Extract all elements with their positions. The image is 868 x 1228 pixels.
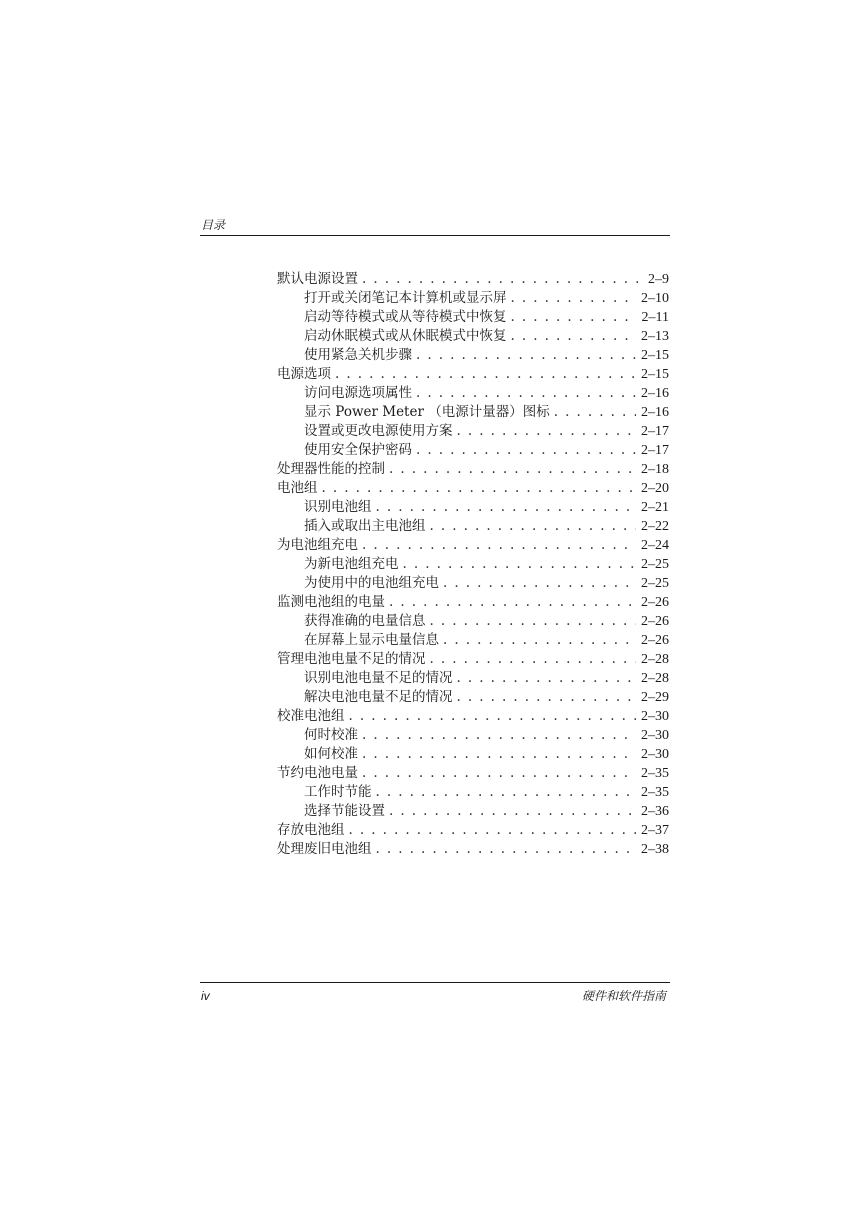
toc-entry-page: 2–13	[641, 329, 669, 344]
toc-entry-title: 校准电池组	[277, 708, 345, 724]
toc-entry[interactable]	[277, 460, 669, 479]
toc-entry-page: 2–16	[641, 386, 669, 401]
toc-dot-leader	[389, 460, 636, 479]
toc-entry-page: 2–9	[648, 272, 669, 287]
toc-dot-leader	[349, 821, 637, 840]
toc-entry-page: 2–37	[641, 823, 669, 838]
toc-dot-leader	[416, 346, 636, 365]
toc-entry-page: 2–17	[641, 424, 669, 439]
toc-entry-title: 在屏幕上显示电量信息	[304, 632, 439, 648]
toc-entry-title: 如何校准	[304, 746, 358, 762]
toc-subentry[interactable]	[277, 631, 669, 650]
toc-entry-title: 打开或关闭笔记本计算机或显示屏	[304, 290, 507, 306]
toc-entry-title: 使用紧急关机步骤	[304, 347, 412, 363]
toc-subentry[interactable]	[277, 308, 669, 327]
toc-entry[interactable]	[277, 536, 669, 555]
toc-dot-leader	[511, 327, 637, 346]
toc-entry-page: 2–26	[641, 633, 669, 648]
toc-entry-title: 解决电池电量不足的情况	[304, 689, 453, 705]
toc-entry-title: 识别电池电量不足的情况	[304, 670, 453, 686]
toc-entry-title: 电池组	[277, 480, 318, 496]
toc-entry-title: 启动等待模式或从等待模式中恢复	[304, 309, 507, 325]
toc-entry-page: 2–28	[641, 652, 669, 667]
toc-subentry[interactable]	[277, 441, 669, 460]
toc-subentry[interactable]	[277, 726, 669, 745]
toc-entry-page: 2–35	[641, 766, 669, 781]
toc-subentry[interactable]	[277, 517, 669, 536]
toc-entry-page: 2–16	[641, 405, 669, 420]
toc-entry[interactable]	[277, 479, 669, 498]
toc-entry-page: 2–15	[641, 367, 669, 382]
toc-entry-page: 2–36	[641, 804, 669, 819]
toc-entry-title: 显示 Power Meter （电源计量器）图标	[304, 404, 550, 420]
toc-entry[interactable]	[277, 650, 669, 669]
toc-dot-leader	[511, 308, 637, 327]
toc-subentry[interactable]	[277, 745, 669, 764]
toc-subentry[interactable]	[277, 289, 669, 308]
toc-entry-title: 设置或更改电源使用方案	[304, 423, 453, 439]
toc-dot-leader	[457, 422, 637, 441]
toc-entry-page: 2–30	[641, 747, 669, 762]
toc-dot-leader	[362, 726, 636, 745]
toc-subentry[interactable]	[277, 783, 669, 802]
toc-entry-title: 插入或取出主电池组	[304, 518, 426, 534]
toc-subentry[interactable]	[277, 669, 669, 688]
toc-entry-title: 管理电池电量不足的情况	[277, 651, 426, 667]
toc-entry-title: 节约电池电量	[277, 765, 358, 781]
toc-entry-page: 2–15	[641, 348, 669, 363]
toc-dot-leader	[322, 479, 637, 498]
toc-subentry[interactable]	[277, 422, 669, 441]
toc-subentry[interactable]	[277, 555, 669, 574]
toc-entry-title: 为电池组充电	[277, 537, 358, 553]
toc-subentry[interactable]	[277, 327, 669, 346]
toc-entry-title: 识别电池组	[304, 499, 372, 515]
toc-dot-leader	[416, 441, 636, 460]
toc-entry-title: 处理器性能的控制	[277, 461, 385, 477]
toc-dot-leader	[430, 612, 637, 631]
toc-dot-leader	[376, 498, 637, 517]
toc-entry-title: 电源选项	[277, 366, 331, 382]
toc-entry-page: 2–30	[641, 728, 669, 743]
footer-page-number: iv	[201, 989, 210, 1003]
footer-book-title: 硬件和软件指南	[581, 989, 666, 1003]
toc-entry-page: 2–10	[641, 291, 669, 306]
toc-dot-leader	[362, 536, 636, 555]
toc-dot-leader	[443, 631, 636, 650]
toc-entry-page: 2–17	[641, 443, 669, 458]
toc-entry-title: 启动休眠模式或从休眠模式中恢复	[304, 328, 507, 344]
toc-entry-title: 选择节能设置	[304, 803, 385, 819]
toc-subentry[interactable]	[277, 802, 669, 821]
table-of-contents	[277, 270, 669, 859]
running-header-title: 目录	[201, 218, 226, 232]
toc-entry-page: 2–25	[641, 576, 669, 591]
toc-dot-leader	[349, 707, 637, 726]
toc-entry-title: 获得准确的电量信息	[304, 613, 426, 629]
toc-subentry[interactable]	[277, 403, 669, 422]
toc-entry-title: 何时校准	[304, 727, 358, 743]
toc-entry-title: 为使用中的电池组充电	[304, 575, 439, 591]
toc-dot-leader	[511, 289, 637, 308]
toc-dot-leader	[403, 555, 637, 574]
toc-entry-title: 监测电池组的电量	[277, 594, 385, 610]
toc-dot-leader	[443, 574, 636, 593]
header-divider	[200, 235, 670, 236]
toc-entry-page: 2–11	[641, 310, 669, 325]
toc-dot-leader	[430, 650, 637, 669]
toc-entry[interactable]	[277, 840, 669, 859]
toc-entry-page: 2–18	[641, 462, 669, 477]
toc-dot-leader	[335, 365, 636, 384]
toc-entry-page: 2–22	[641, 519, 669, 534]
toc-entry-title: 工作时节能	[304, 784, 372, 800]
toc-entry[interactable]	[277, 593, 669, 612]
toc-entry[interactable]	[277, 365, 669, 384]
toc-entry-page: 2–21	[641, 500, 669, 515]
toc-entry-page: 2–26	[641, 614, 669, 629]
toc-dot-leader	[362, 745, 636, 764]
toc-dot-leader	[376, 840, 637, 859]
toc-entry-title: 存放电池组	[277, 822, 345, 838]
toc-dot-leader	[416, 384, 636, 403]
toc-entry-title: 使用安全保护密码	[304, 442, 412, 458]
toc-entry[interactable]	[277, 707, 669, 726]
toc-subentry[interactable]	[277, 384, 669, 403]
toc-entry-page: 2–20	[641, 481, 669, 496]
toc-entry-page: 2–25	[641, 557, 669, 572]
toc-entry-page: 2–26	[641, 595, 669, 610]
toc-dot-leader	[430, 517, 637, 536]
toc-entry-page: 2–30	[641, 709, 669, 724]
toc-dot-leader	[389, 802, 636, 821]
toc-entry-title: 处理废旧电池组	[277, 841, 372, 857]
toc-dot-leader	[362, 270, 643, 289]
toc-subentry[interactable]	[277, 346, 669, 365]
toc-entry-title: 默认电源设置	[277, 271, 358, 287]
toc-dot-leader	[457, 688, 637, 707]
toc-entry-page: 2–24	[641, 538, 669, 553]
toc-dot-leader	[554, 403, 636, 422]
toc-entry-title: 为新电池组充电	[304, 556, 399, 572]
footer-divider	[200, 982, 670, 983]
toc-subentry[interactable]	[277, 498, 669, 517]
toc-entry-title: 访问电源选项属性	[304, 385, 412, 401]
toc-entry-page: 2–38	[641, 842, 669, 857]
toc-entry-page: 2–35	[641, 785, 669, 800]
toc-dot-leader	[457, 669, 637, 688]
toc-entry[interactable]	[277, 764, 669, 783]
toc-entry[interactable]	[277, 821, 669, 840]
toc-dot-leader	[376, 783, 637, 802]
toc-subentry[interactable]	[277, 688, 669, 707]
toc-entry-page: 2–28	[641, 671, 669, 686]
toc-entry[interactable]	[277, 270, 669, 289]
toc-dot-leader	[389, 593, 636, 612]
toc-entry-page: 2–29	[641, 690, 669, 705]
toc-subentry[interactable]	[277, 612, 669, 631]
toc-subentry[interactable]	[277, 574, 669, 593]
toc-dot-leader	[362, 764, 636, 783]
